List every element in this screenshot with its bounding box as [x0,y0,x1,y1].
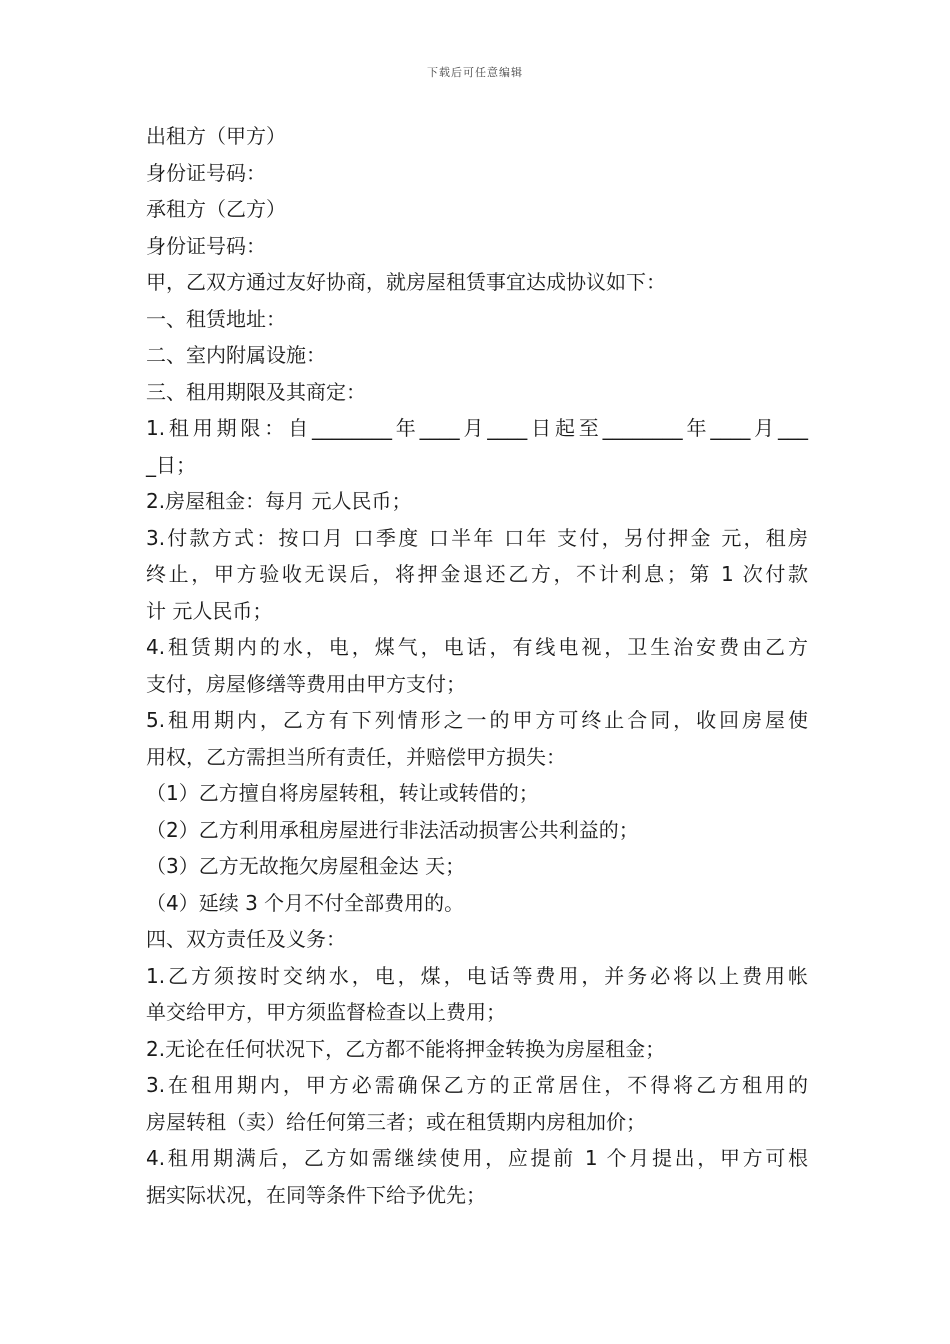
document-line: （3）乙方无故拖欠房屋租金达 天； [146,854,466,878]
document-line: 3.在租用期内，甲方必需确保乙方的正常居住，不得将乙方租用的 [146,1073,808,1097]
document-line: （2）乙方利用承租房屋进行非法活动损害公共利益的； [146,817,639,842]
document-line: 4.租赁期内的水，电，煤气，电话，有线电视，卫生治安费由乙方 [146,635,808,659]
document-line: 支付，房屋修缮等费用由甲方支付； [146,671,466,696]
document-line: 用权，乙方需担当所有责任，并赔偿甲方损失： [146,744,566,769]
document-line: 四、双方责任及义务： [146,927,346,951]
document-line: 1.租用期限：自________年____月____日起至________年____月___ [146,416,808,440]
document-line: 1.乙方须按时交纳水，电，煤，电话等费用，并务必将以上费用帐 [146,963,808,988]
document-line: 终止，甲方验收无误后，将押金退还乙方，不计利息；第 1 次付款 [146,562,808,586]
page-header-note: 下载后可任意编辑 [427,66,523,79]
document-line: 三、租用期限及其商定： [146,379,366,404]
document-line: 3.付款方式：按口月 口季度 口半年 口年 支付，另付押金 元，租房 [146,525,808,550]
document-line: 4.租用期满后，乙方如需继续使用，应提前 1 个月提出，甲方可根 [146,1146,808,1170]
document-body [146,118,808,1213]
document-line: 2.房屋租金：每月 元人民币； [146,489,412,513]
document-line: 身份证号码： [146,160,266,185]
document-line: 房屋转租（卖）给任何第三者；或在租赁期内房租加价； [146,1109,646,1134]
document-line: （4）延续 3 个月不付全部费用的。 [146,890,465,915]
document-line: 甲，乙双方通过友好协商，就房屋租赁事宜达成协议如下： [146,270,666,294]
document-line: （1）乙方擅自将房屋转租，转让或转借的； [146,781,539,805]
document-line: 出租方（甲方） [146,124,286,148]
document-line: 二、室内附属设施： [146,343,326,367]
document-line: 承租方（乙方） [146,197,286,221]
document-line: 单交给甲方，甲方须监督检查以上费用； [146,1000,506,1024]
document-line: 一、租赁地址： [146,306,286,331]
document-line: _日； [146,452,196,477]
document-line: 计 元人民币； [146,598,273,623]
document-line: 5.租用期内，乙方有下列情形之一的甲方可终止合同，收回房屋使 [146,708,808,732]
document-line: 据实际状况，在同等条件下给予优先； [146,1182,486,1207]
document-line: 身份证号码： [146,233,266,258]
document-line: 2.无论在任何状况下，乙方都不能将押金转换为房屋租金； [146,1036,666,1061]
